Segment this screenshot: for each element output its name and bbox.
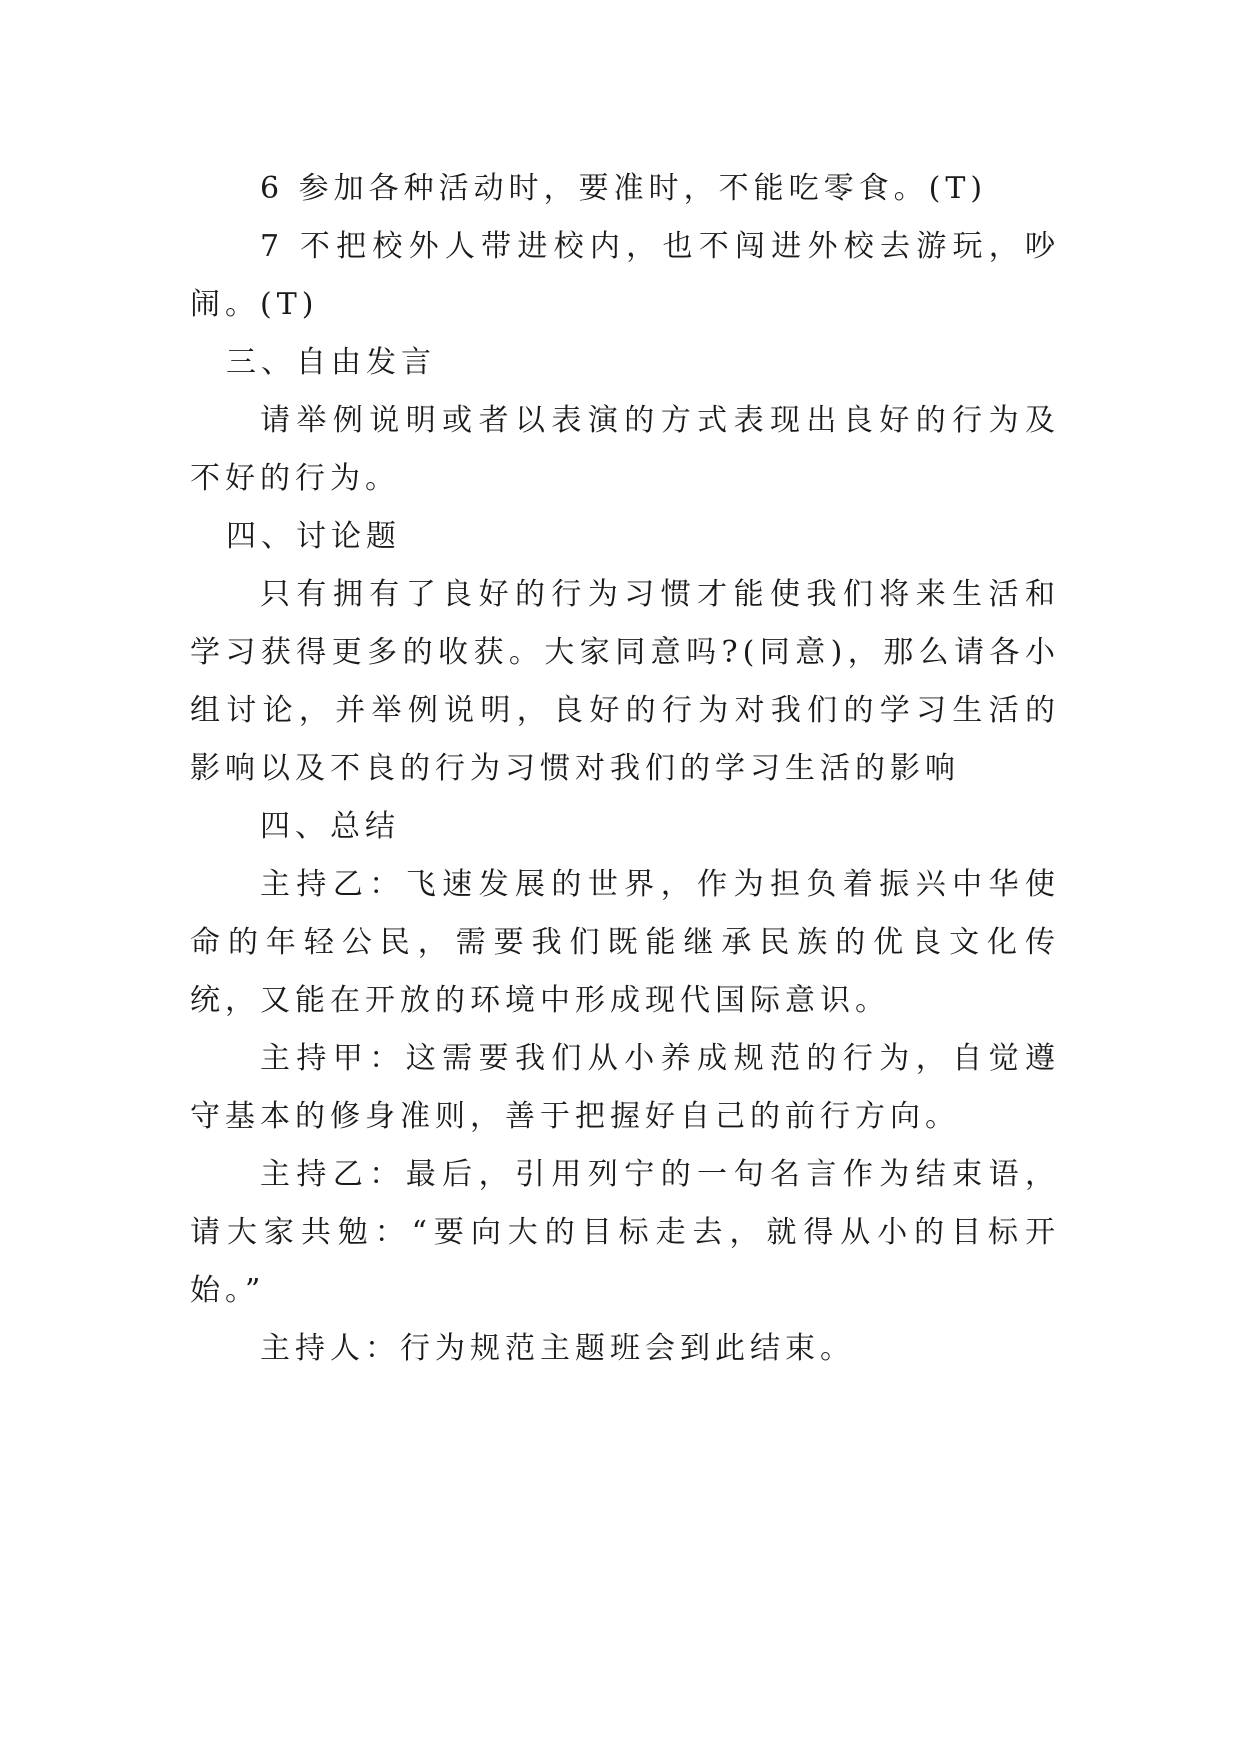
document-body: [190, 160, 1060, 1378]
rule-item-7: 7 不把校外人带进校内，也不闯进外校去游玩，吵闹。(T): [190, 229, 1060, 322]
section-heading-summary: 四、总结: [260, 809, 400, 844]
host-closing-paragraph: 主持人：行为规范主题班会到此结束。: [260, 1331, 855, 1366]
free-speech-paragraph: 请举例说明或者以表演的方式表现出良好的行为及不好的行为。: [190, 403, 1060, 496]
discussion-paragraph: 只有拥有了良好的行为习惯才能使我们将来生活和学习获得更多的收获。大家同意吗?(同意)，那么请各小组讨论，并举例说明，良好的行为对我们的学习生活的影响以及不良的行为习惯对我们的学习生活的影响: [190, 577, 1060, 786]
rule-item-6: 6 参加各种活动时，要准时，不能吃零食。(T): [260, 171, 988, 206]
host-b-paragraph-1: 主持乙：飞速发展的世界，作为担负着振兴中华使命的年轻公民，需要我们既能继承民族的优良文化传统，又能在开放的环境中形成现代国际意识。: [190, 867, 1060, 1018]
host-b-paragraph-2: 主持乙：最后，引用列宁的一句名言作为结束语，请大家共勉：“要向大的目标走去，就得从小的目标开始。”: [190, 1157, 1060, 1308]
section-heading-free-speech: 三、自由发言: [226, 345, 436, 380]
host-a-paragraph: 主持甲：这需要我们从小养成规范的行为，自觉遵守基本的修身准则，善于把握好自己的前行方向。: [190, 1041, 1060, 1134]
section-heading-discussion: 四、讨论题: [226, 519, 401, 554]
